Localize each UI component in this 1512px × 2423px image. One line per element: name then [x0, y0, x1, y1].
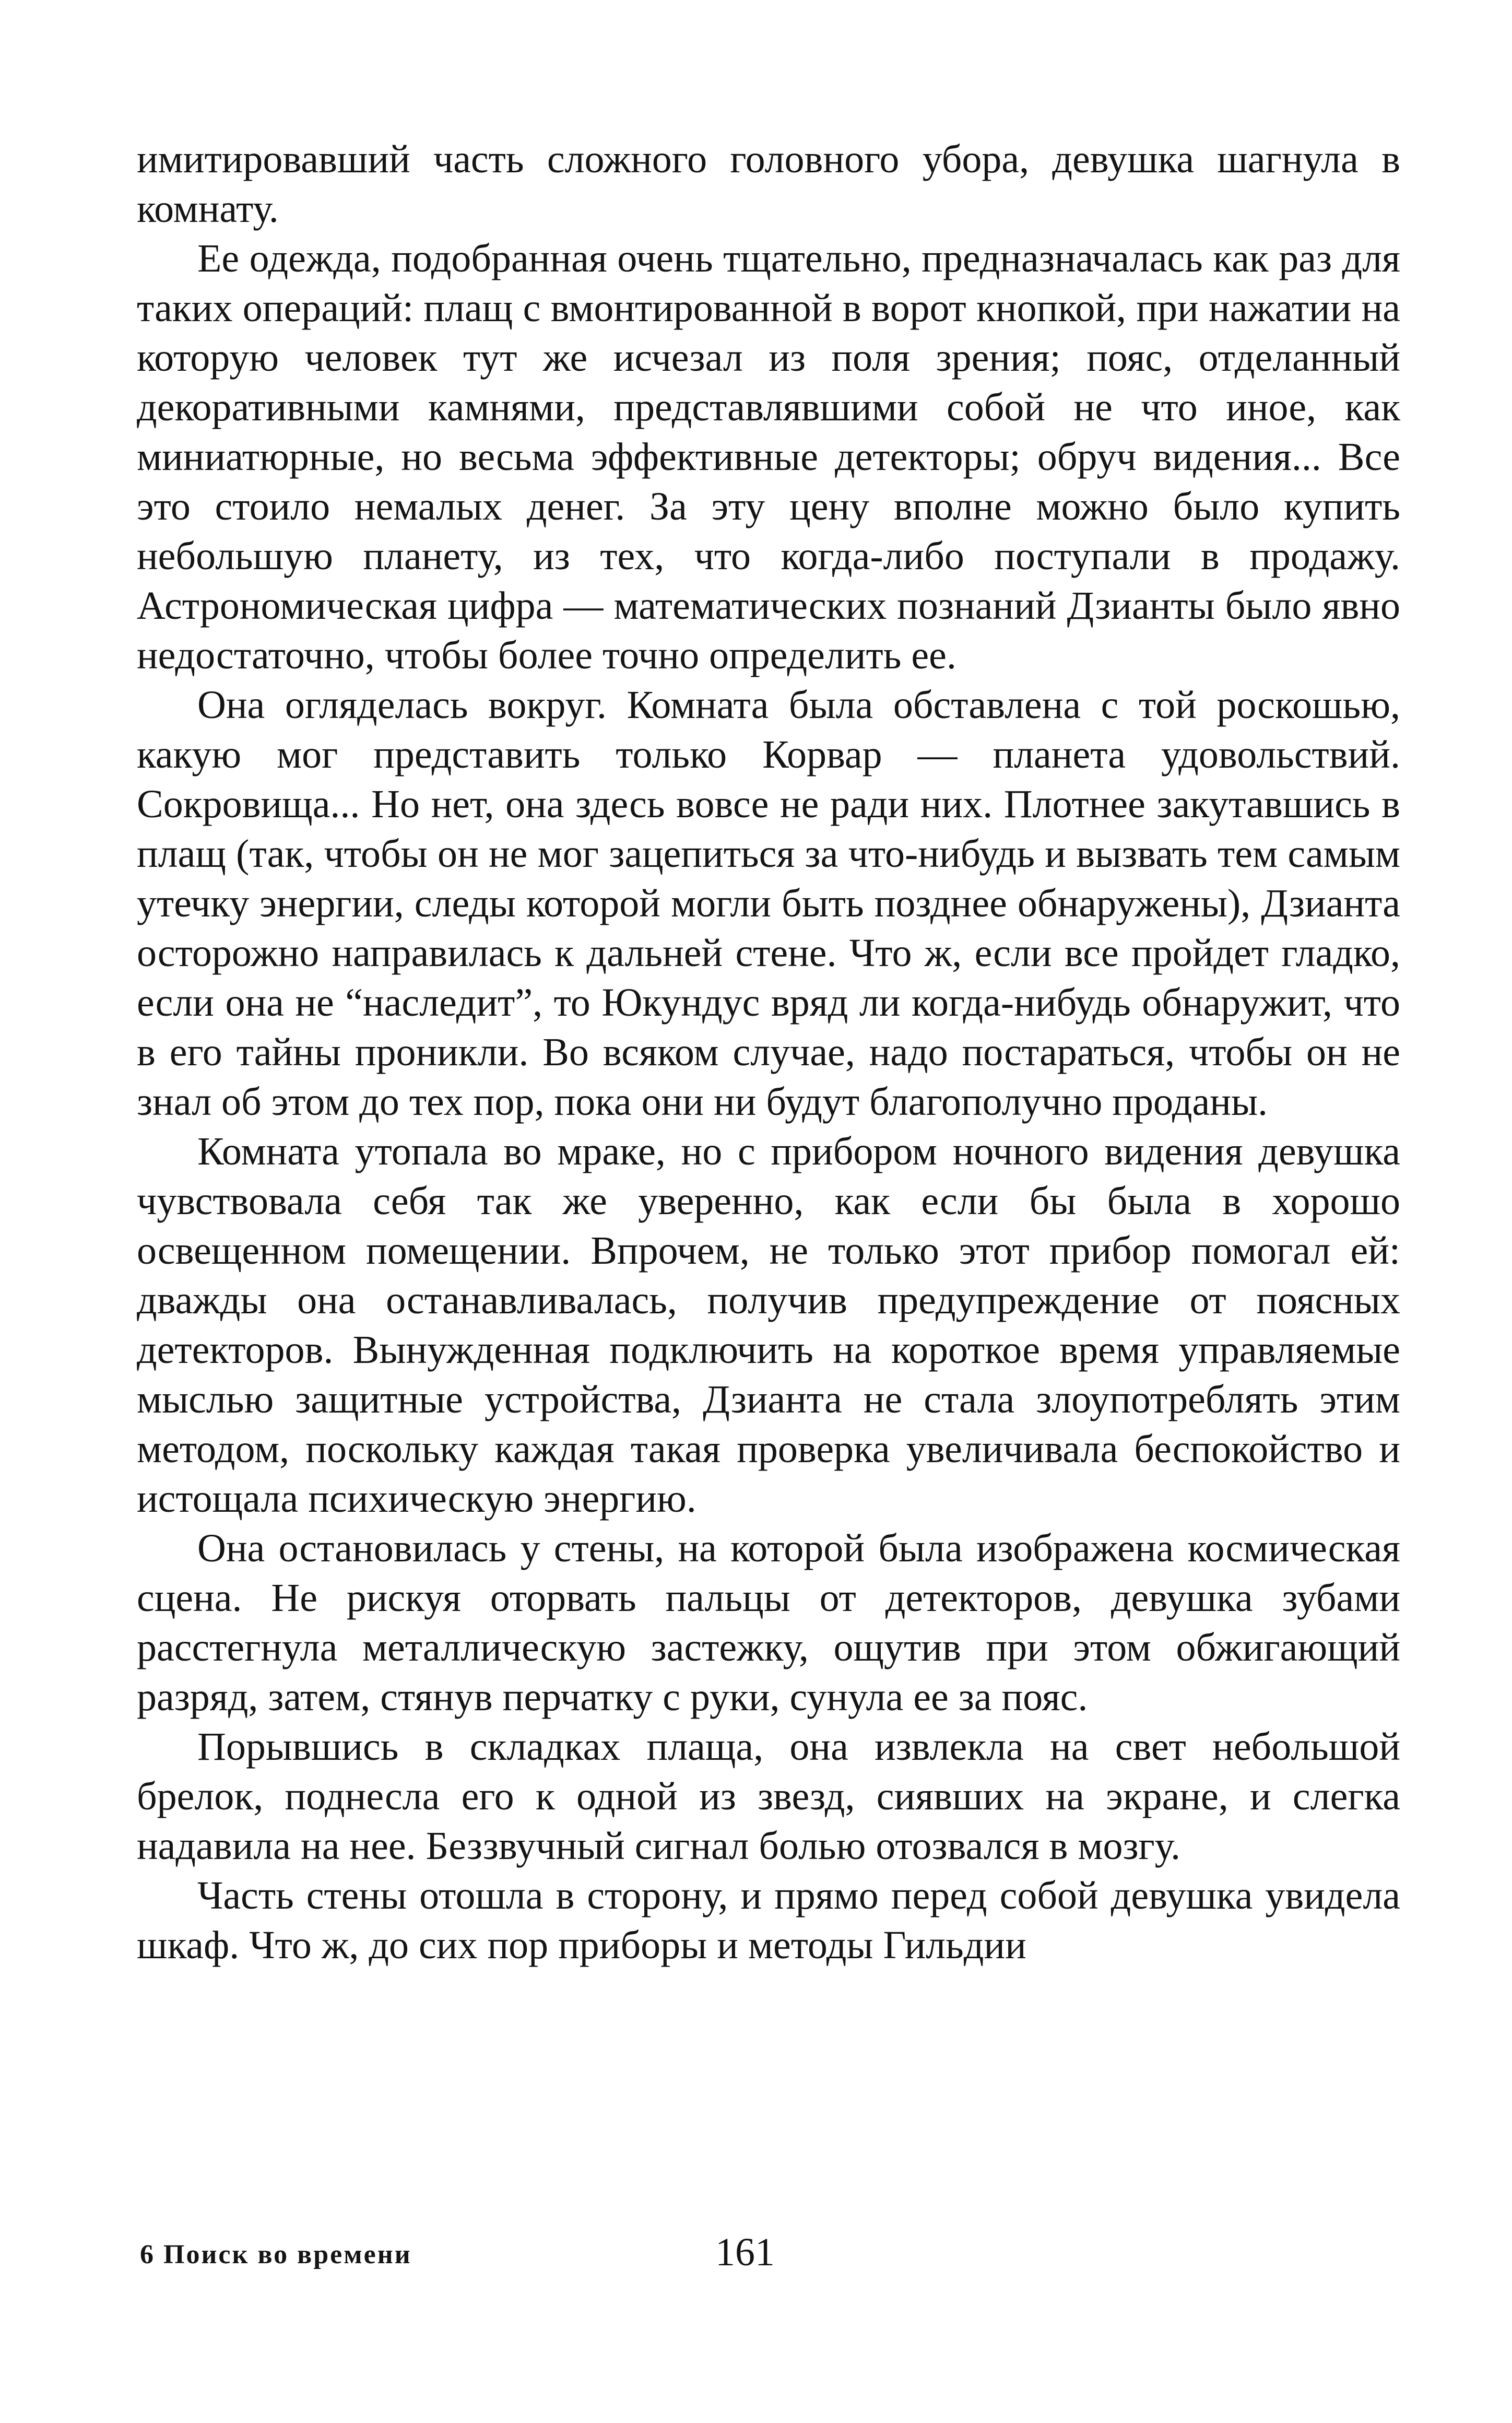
- paragraph: Она остановилась у стены, на которой была изображена космическая сцена. Не рискуя оторвать пальцы от детекторов, девушка зубами расстегнула металлическую застежку, ощутив при этом обжигающий разряд, затем, стянув перчатку с руки, сунула ее за пояс.: [137, 1526, 1400, 1719]
- paragraph: Порывшись в складках плаща, она извлекла на свет небольшой брелок, поднесла его к одной из звезд, сиявших на экране, и слегка надавила на нее. Беззвучный сигнал болью отозвался в мозгу.: [137, 1725, 1400, 1868]
- paragraph: Она огляделась вокруг. Комната была обставлена с той роскошью, какую мог представить только Корвар — планета удовольствий. Сокровища... Но нет, она здесь вовсе не ради них. Плотнее закутавшись в плащ (так, чтобы он не мог зацепиться за что-нибудь и вызвать тем самым утечку энергии, следы которой могли быть позднее обнаружены), Дзианта осторожно направилась к дальней стене. Что ж, если все пройдет гладко, если она не “наследит”, то Юкундус вряд ли когда-нибудь обнаружит, что в его тайны проникли. Во всяком случае, надо постараться, чтобы он не знал об этом до тех пор, пока они ни будут благополучно проданы.: [137, 683, 1400, 1124]
- printer-signature: 6 Поиск во времени: [140, 2240, 412, 2269]
- page-footer: [0, 2230, 1512, 2292]
- paragraph: Комната утопала во мраке, но с прибором ночного видения девушка чувствовала себя так же уверенно, как если бы была в хорошо освещенном помещении. Впрочем, не только этот прибор помогал ей: дважды она останавливалась, получив предупреждение от поясных детекторов. Вынужденная подключить на короткое время управляемые мыслью защитные устройства, Дзианта не стала злоупотреблять этим методом, поскольку каждая такая проверка увеличивала беспокойство и истощала психическую энергию.: [137, 1130, 1400, 1521]
- paragraph: Ее одежда, подобранная очень тщательно, предназначалась как раз для таких операций: плащ с вмонтированной в ворот кнопкой, при нажатии на которую человек тут же исчезал из поля зрения; пояс, отделанный декоративными камнями, представлявшими собой не что иное, как миниатюрные, но весьма эффективные детекторы; обруч видения... Все это стоило немалых денег. За эту цену вполне можно было купить небольшую планету, из тех, что когда-либо поступали в продажу. Астрономическая цифра — математических познаний Дзианты было явно недостаточно, чтобы более точно определить ее.: [137, 237, 1400, 677]
- paragraph: Часть стены отошла в сторону, и прямо перед собой девушка увидела шкаф. Что ж, до сих пор приборы и методы Гильдии: [137, 1874, 1400, 1967]
- paragraph-continuation: имитировавший часть сложного головного убора, девушка шагнула в комнату.: [137, 137, 1400, 231]
- page-number: 161: [715, 2230, 775, 2274]
- body-text: [137, 135, 1400, 1970]
